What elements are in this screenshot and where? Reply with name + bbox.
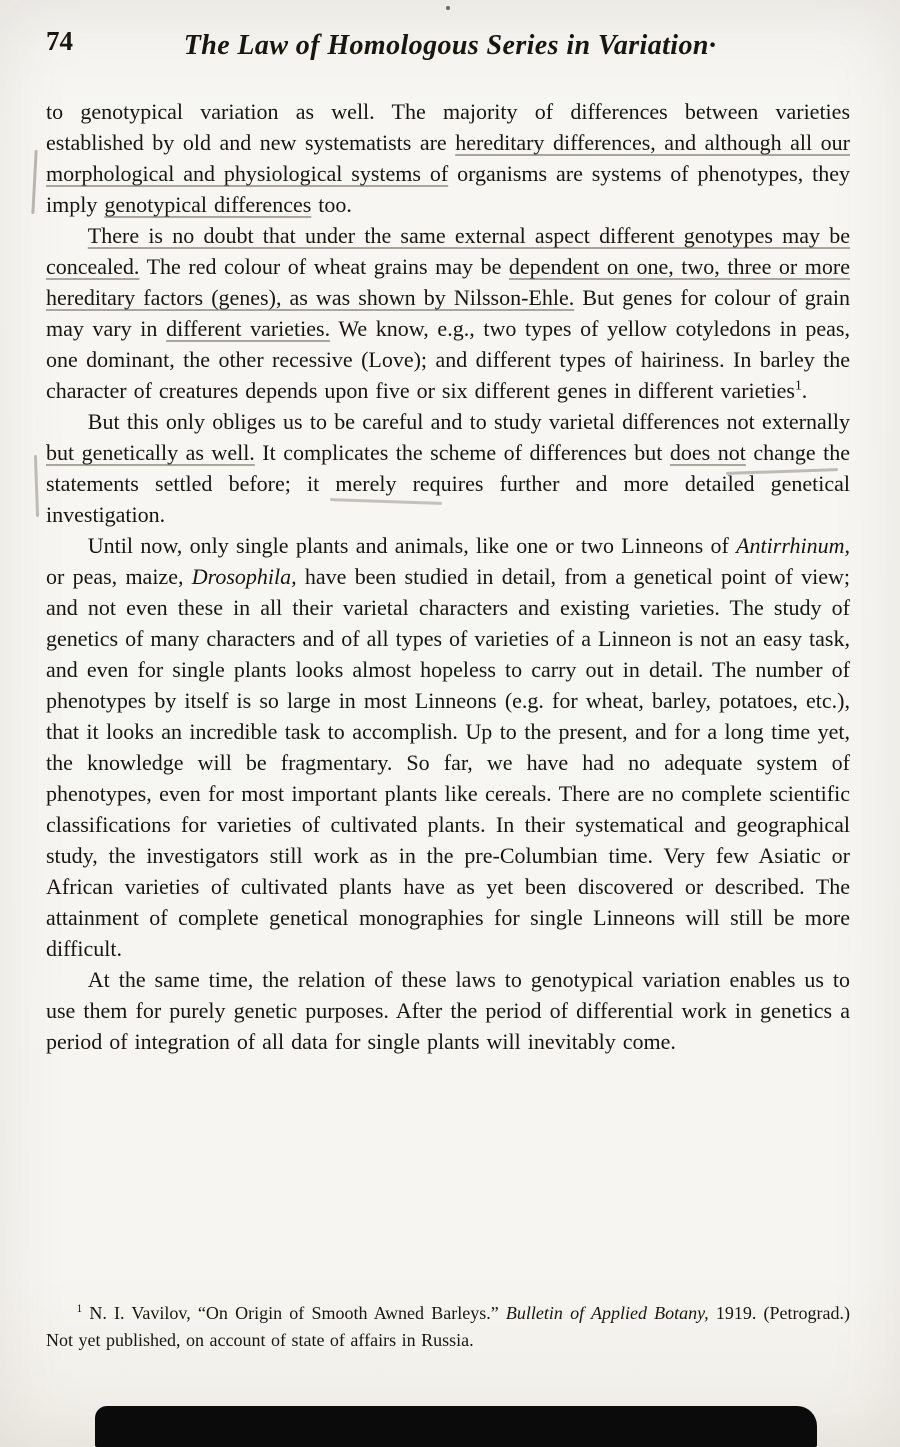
text-run: But genes for colour of grain may vary in <box>46 285 851 341</box>
text-run: Until now, only single plants and animals, like one or two Linneons of <box>87 533 737 558</box>
pencil-underlined-text: but genetically as well. <box>46 440 255 465</box>
pencil-margin-mark <box>31 150 37 214</box>
page-body <box>46 96 850 1057</box>
pencil-underlined-text: genotypical differences <box>104 192 312 217</box>
text-run: change the statements settled before; it merely requires further and more detailed genetical investigation. <box>46 440 850 527</box>
text-run: have been studied in detail, from a genetical point of view; and not even these in all their varietal characters and existing varieties. The study of genetics of many characters and of all types of varieties of a Linneon is not an easy task, and even for single plants looks almost hopeless to carry out in detail. The number of phenotypes by itself is so large in most Linneons (e.g. for wheat, barley, potatoes, etc.), that it looks an incredible task to accomplish. Up to the present, and for a long time yet, the knowledge will be fragmentary. So far, we have had no adequate system of phenotypes, even for most important plants like cereals. There are no complete scientific classifications for varieties of cultivated plants. In their systematical and geographical study, the investigators still work as in the pre-Columbian time. Very few Asiatic or African varieties of cultivated plants have as yet been discovered or described. The attainment of complete genetical monographies for single Linneons will still be more difficult. <box>46 564 850 961</box>
pencil-underlined-text: dependent on one, two, three or more hereditary factors (genes), as was shown by Nilsson-Ehle. <box>46 254 850 310</box>
text-run: to genotypical variation as well. The majority of differences between varieties established by old and new systematists are <box>46 99 850 155</box>
text-run: N. I. Vavilov, “On Origin of Smooth Awned Barleys.” <box>82 1303 506 1323</box>
pencil-underlined-text: does not <box>669 440 746 465</box>
text-run: too. <box>311 192 352 217</box>
footnote <box>46 1300 850 1354</box>
text-run: We know, e.g., two types of yellow cotyledons in peas, one dominant, the other recessive (Love); and different types of hairiness. In barley the character of creatures depends upon five or six different genes in different varieties <box>46 316 850 403</box>
page-header <box>0 0 900 72</box>
footnote-number: 1 <box>76 1303 83 1315</box>
latin-name-text: Antirrhinum, <box>736 533 850 558</box>
journal-title-text: Bulletin of Applied Botany, <box>505 1303 709 1323</box>
paragraph-1 <box>46 96 850 220</box>
running-title: The Law of Homologous Series in Variation· <box>183 30 717 61</box>
pencil-underlined-text: different varieties. <box>166 316 331 341</box>
paragraph-2 <box>46 220 850 406</box>
text-run: It complicates the scheme of differences but <box>254 440 670 465</box>
footnote-reference-mark: 1 <box>794 377 802 393</box>
pencil-margin-mark <box>34 455 39 517</box>
paragraph-4 <box>46 530 850 964</box>
text-run: But this only obliges us to be careful and to study varietal differences not externally <box>87 409 850 434</box>
text-run: 1919. (Petrograd.) Not yet published, on account of state of affairs in Russia. <box>46 1303 850 1350</box>
pencil-underlined-text: There is no doubt that under the same external aspect different genotypes may be concealed. <box>46 223 850 279</box>
text-run: The red colour of wheat grains may be <box>139 254 509 279</box>
paragraph-3 <box>46 406 850 530</box>
text-run: organisms are systems of phenotypes, they imply <box>46 161 850 217</box>
pencil-underlined-text: hereditary differences, and although all our morphological and physiological systems of <box>46 130 850 186</box>
latin-name-text: Drosophila, <box>191 564 297 589</box>
text-run: At the same time, the relation of these laws to genotypical variation enables us to use them for purely genetic purposes. After the period of differential work in genetics a period of integration of all data for single plants will inevitably come. <box>46 967 850 1054</box>
scan-black-bar-artifact <box>95 1406 817 1447</box>
paragraph-5 <box>46 964 850 1057</box>
text-run: or peas, maize, <box>46 564 192 589</box>
page-number: 74 <box>46 26 73 56</box>
text-run: . <box>801 378 808 403</box>
